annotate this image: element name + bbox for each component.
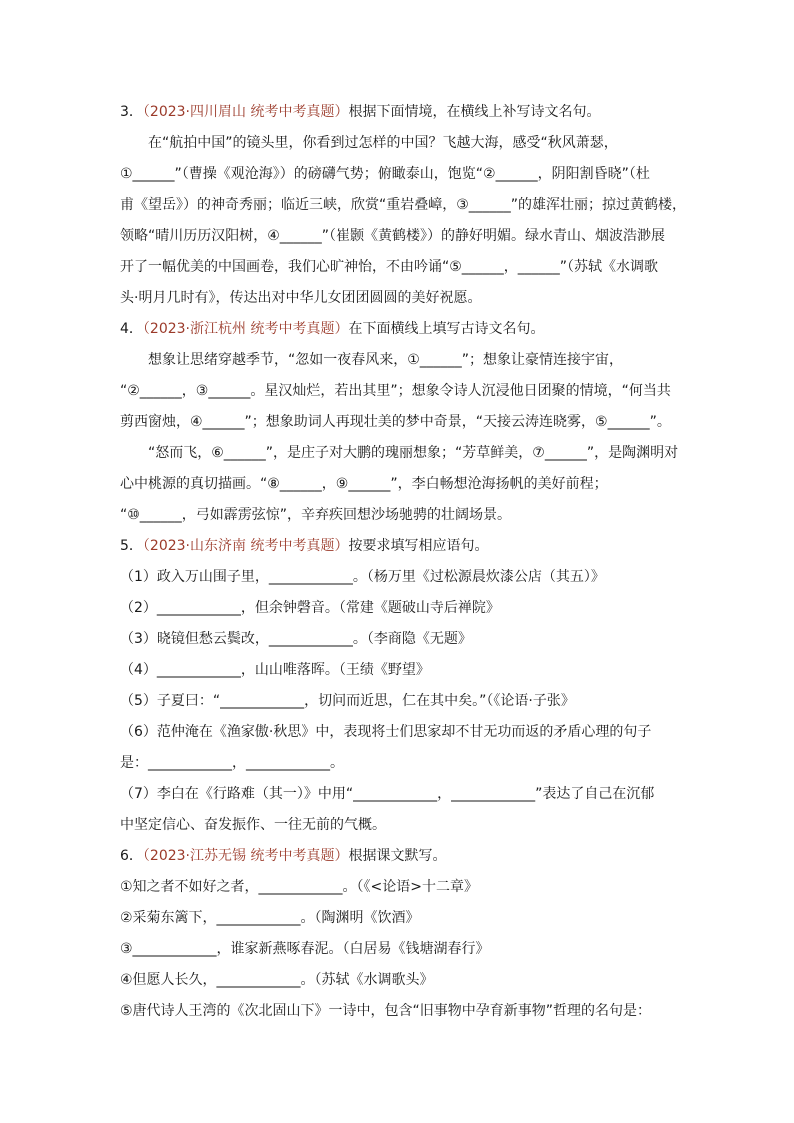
q4-line-4: “怒而飞，⑥______”，是庄子对大鹏的瑰丽想象；“芳草鲜美，⑦______”，是陶渊明对 (148, 445, 679, 461)
q6-item-4: ④但愿人长久，____________。（苏轼《水调歌头》 (120, 972, 434, 988)
q3-line-5: 开了一幅优美的中国画卷，我们心旷神怡，不由吟诵“⑤______，______”（苏轼《水调歌 (120, 259, 659, 275)
q5-instruction: 按要求填写相应语句。 (348, 538, 489, 554)
q4-line-3: 剪西窗烛，④______”；想象助词人再现壮美的梦中奇景，“天接云涛连晓雾，⑤______”。 (120, 414, 671, 430)
q3-instruction: 根据下面情境，在横线上补写诗文名句。 (348, 104, 601, 120)
q5-item-3: （3）晓镜但愁云鬓改，____________。（李商隐《无题》 (120, 631, 472, 647)
q3-line-1: 在“航拍中国”的镜头里，你看到过怎样的中国？飞越大海，感受“秋风萧瑟， (148, 135, 618, 151)
q5-heading (120, 536, 488, 556)
q5-item-7: （7）李白在《行路难（其一）》中用“____________，____________”表达了自己在沉郁 (120, 786, 655, 802)
q6-instruction: 根据课文默写。 (348, 848, 447, 864)
q6-heading (120, 846, 446, 866)
q6-source: （2023·江苏无锡 统考中考真题） (142, 848, 349, 864)
q4-line-1: 想象让思绪穿越季节，“忽如一夜春风来，①______”；想象让豪情连接宇宙， (148, 352, 624, 368)
q5-item-6: （6）范仲淹在《渔家傲·秋思》中，表现将士们思家却不甘无功而返的矛盾心理的句子 (120, 724, 652, 740)
q5-item-6-cont: 是：____________，____________。 (120, 755, 344, 771)
q3-line-6: 头·明月几时有》，传达出对中华儿女团团圆圆的美好祝愿。 (120, 290, 482, 306)
q4-line-6: “⑩______，弓如霹雳弦惊”，辛弃疾回想沙场驰骋的壮阔场景。 (120, 507, 512, 523)
q6-item-3: ③____________，谁家新燕啄春泥。（白居易《钱塘湖春行》 (120, 941, 490, 957)
q5-item-2: （2）____________，但余钟磬音。（常建《题破山寺后禅院》 (120, 600, 500, 616)
q4-source: （2023·浙江杭州 统考中考真题） (142, 321, 349, 337)
q3-source: （2023·四川眉山 统考中考真题） (142, 104, 349, 120)
q3-number: 3． (120, 104, 143, 120)
q5-number: 5． (120, 538, 143, 554)
q5-item-7-cont: 中坚定信心、奋发振作、一往无前的气概。 (120, 817, 386, 833)
q6-item-2: ②采菊东篱下，____________。（陶渊明《饮酒》 (120, 910, 420, 926)
q4-instruction: 在下面横线上填写古诗文名句。 (348, 321, 545, 337)
q4-line-5: 心中桃源的真切描画。“⑧______，⑨______”，李白畅想沧海扬帆的美好前程； (120, 476, 608, 492)
q3-line-4: 领略“晴川历历汉阳树，④______”（崔颢《黄鹤楼》）的静好明媚。绿水青山、烟波浩渺展 (120, 228, 666, 244)
q3-line-2: ①______”（曹操《观沧海》）的磅礴气势；俯瞰泰山，饱览“②______，阴阳割昏晓”（杜 (120, 166, 650, 182)
q6-item-1: ①知之者不如好之者，____________。（《<论语>十二章》 (120, 879, 479, 895)
q6-item-5: ⑤唐代诗人王湾的《次北固山下》一诗中，包含“旧事物中孕育新事物”哲理的名句是： (120, 1003, 652, 1019)
q6-number: 6． (120, 848, 143, 864)
q3-heading (120, 102, 600, 122)
q4-number: 4． (120, 321, 143, 337)
q5-source: （2023·山东济南 统考中考真题） (142, 538, 349, 554)
q4-heading (120, 319, 544, 339)
q3-line-3: 甫《望岳》）的神奇秀丽；临近三峡，欣赏“重岩叠嶂，③______”的雄浑壮丽；掠过黄鹤楼， (120, 197, 687, 213)
q4-line-2: “②______，③______。星汉灿烂，若出其里”；想象令诗人沉浸他日团聚的情境，“何当共 (120, 383, 671, 399)
q5-item-5: （5）子夏曰：“____________，切问而近思，仁在其中矣。”（《论语·子张》 (120, 693, 575, 709)
q5-item-4: （4）____________，山山唯落晖。（王绩《野望》 (120, 662, 430, 678)
q5-item-1: （1）政入万山围子里，____________。（杨万里《过松源晨炊漆公店（其五）》 (120, 569, 605, 585)
